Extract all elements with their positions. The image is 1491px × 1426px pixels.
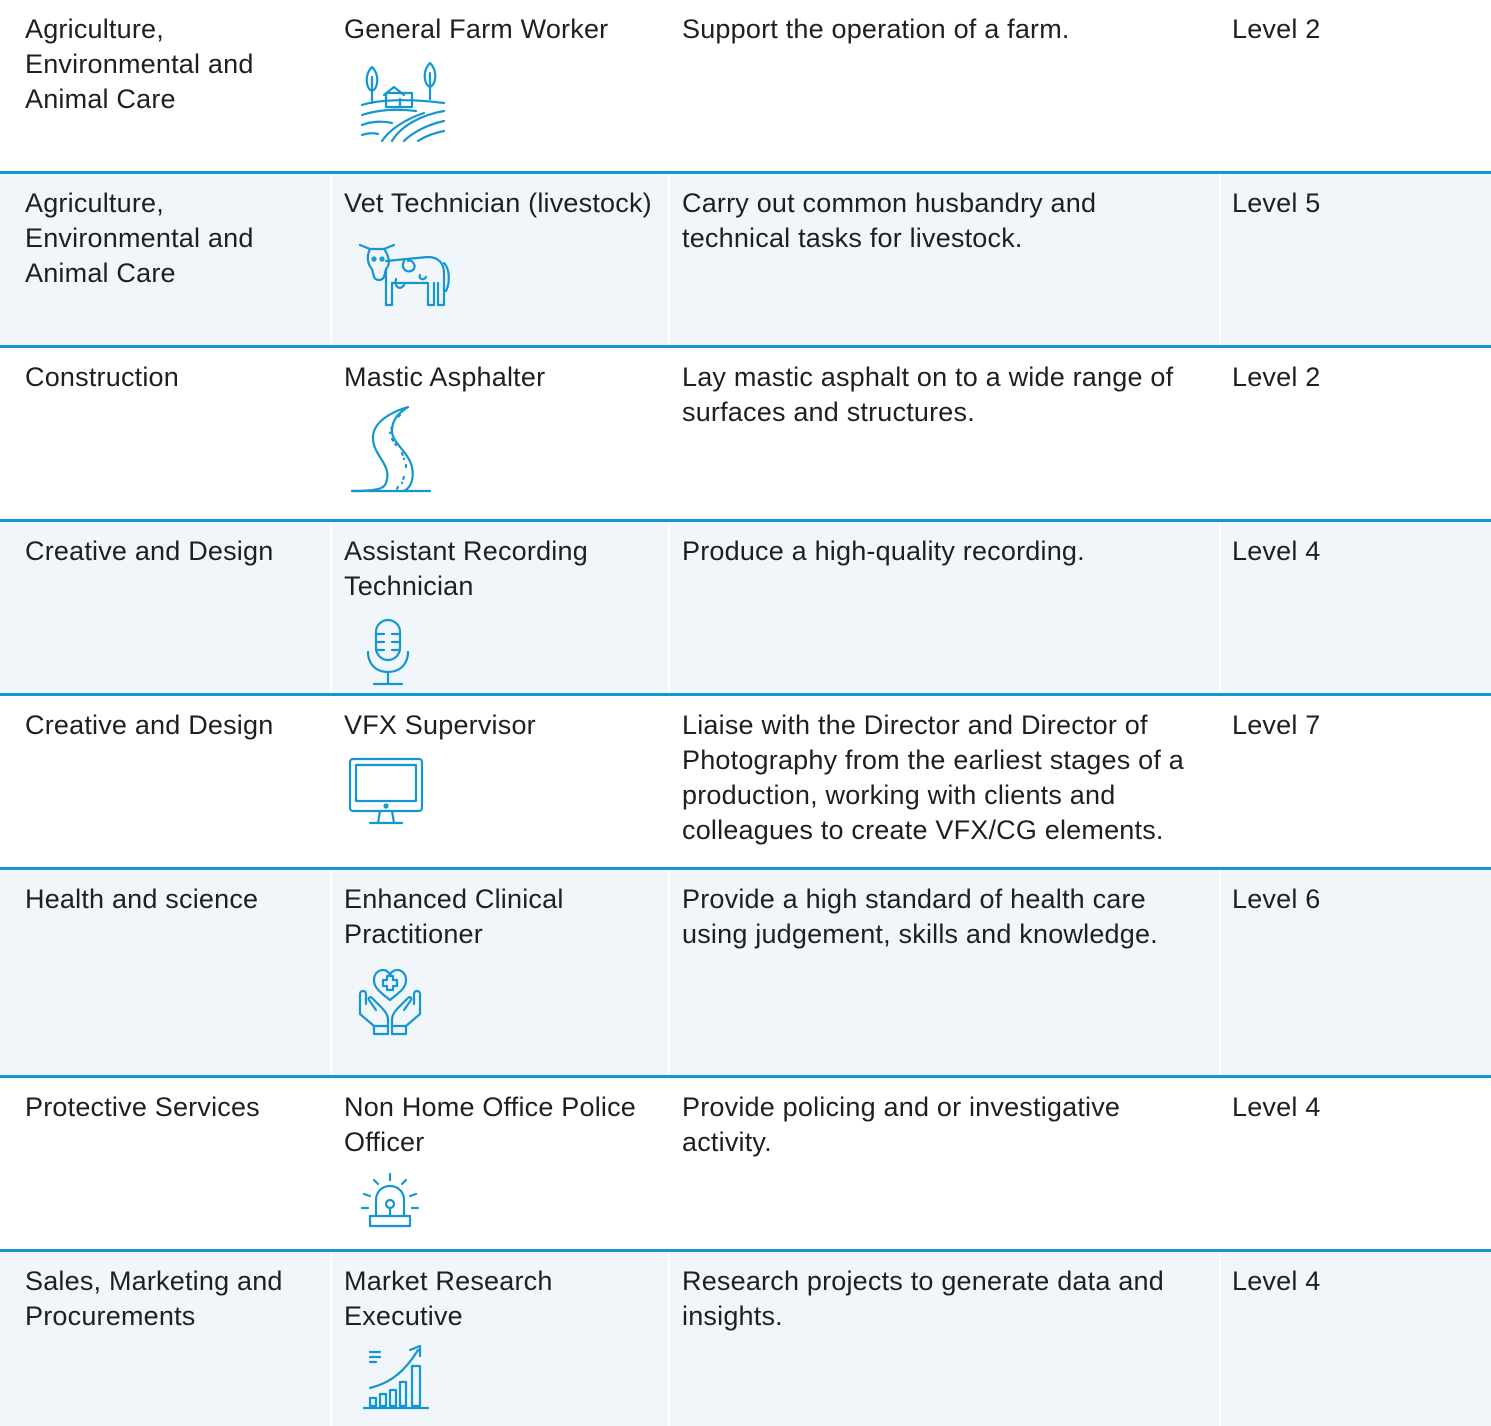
occupation-title: VFX Supervisor (344, 710, 536, 740)
route-cell: Construction (25, 362, 179, 392)
occupation-title: General Farm Worker (344, 14, 609, 44)
occupation-title: Market Research Executive (344, 1266, 553, 1331)
table-row (0, 348, 1491, 522)
description-cell: Research projects to generate data and insights. (668, 1252, 1219, 1426)
route-cell: Sales, Marketing and Procurements (25, 1266, 283, 1331)
occupation-cell (330, 1252, 668, 1426)
growth-chart-icon (362, 1342, 668, 1412)
occupation-cell (330, 1078, 668, 1249)
route-cell: Creative and Design (25, 536, 274, 566)
hands-heart-icon (356, 964, 668, 1036)
route-cell: Protective Services (25, 1092, 260, 1122)
level-cell: Level 5 (1219, 174, 1491, 345)
table-row (0, 174, 1491, 348)
level-cell: Level 2 (1232, 362, 1321, 392)
description-cell: Support the operation of a farm. (682, 14, 1070, 44)
level-cell: Level 4 (1219, 522, 1491, 693)
table-row (0, 696, 1491, 870)
table-row (0, 522, 1491, 696)
table-row (0, 1252, 1491, 1426)
occupation-title: Enhanced Clinical Practitioner (344, 884, 564, 949)
level-cell: Level 4 (1232, 1092, 1321, 1122)
level-cell: Level 7 (1232, 710, 1321, 740)
description-cell: Provide a high standard of health care using judgement, skills and knowledge. (668, 870, 1219, 1075)
level-cell: Level 4 (1219, 1252, 1491, 1426)
occupation-cell (330, 522, 668, 693)
description-cell: Produce a high-quality recording. (668, 522, 1219, 693)
description-cell: Liaise with the Director and Director of Photography from the earliest stages of a production, working with clients and colleagues to create VFX/CG elements. (682, 710, 1184, 845)
road-icon (348, 405, 668, 495)
description-cell: Carry out common husbandry and technical tasks for livestock. (668, 174, 1219, 345)
table-row (0, 0, 1491, 174)
route-cell: Agriculture, Environmental and Animal Care (25, 188, 254, 288)
occupation-cell (330, 0, 668, 171)
occupation-title: Mastic Asphalter (344, 362, 546, 392)
occupation-cell (330, 348, 668, 519)
table-row (0, 1078, 1491, 1252)
route-cell: Creative and Design (25, 710, 274, 740)
occupation-cell (330, 870, 668, 1075)
cow-icon (356, 239, 668, 311)
occupation-title: Non Home Office Police Officer (344, 1092, 637, 1157)
monitor-icon (348, 757, 668, 827)
occupation-title: Vet Technician (livestock) (344, 188, 652, 218)
route-cell: Agriculture, Environmental and Animal Care (25, 14, 254, 114)
level-cell: Level 6 (1219, 870, 1491, 1075)
level-cell: Level 2 (1232, 14, 1321, 44)
occupation-cell (330, 696, 668, 867)
occupation-title: Assistant Recording Technician (344, 536, 588, 601)
microphone-icon (364, 616, 668, 688)
table-row (0, 870, 1491, 1078)
farm-icon (360, 59, 668, 143)
description-cell: Provide policing and or investigative activity. (682, 1092, 1121, 1157)
route-cell: Health and science (25, 884, 259, 914)
description-cell: Lay mastic asphalt on to a wide range of surfaces and structures. (682, 362, 1174, 427)
siren-icon (358, 1172, 668, 1232)
occupation-cell (330, 174, 668, 345)
